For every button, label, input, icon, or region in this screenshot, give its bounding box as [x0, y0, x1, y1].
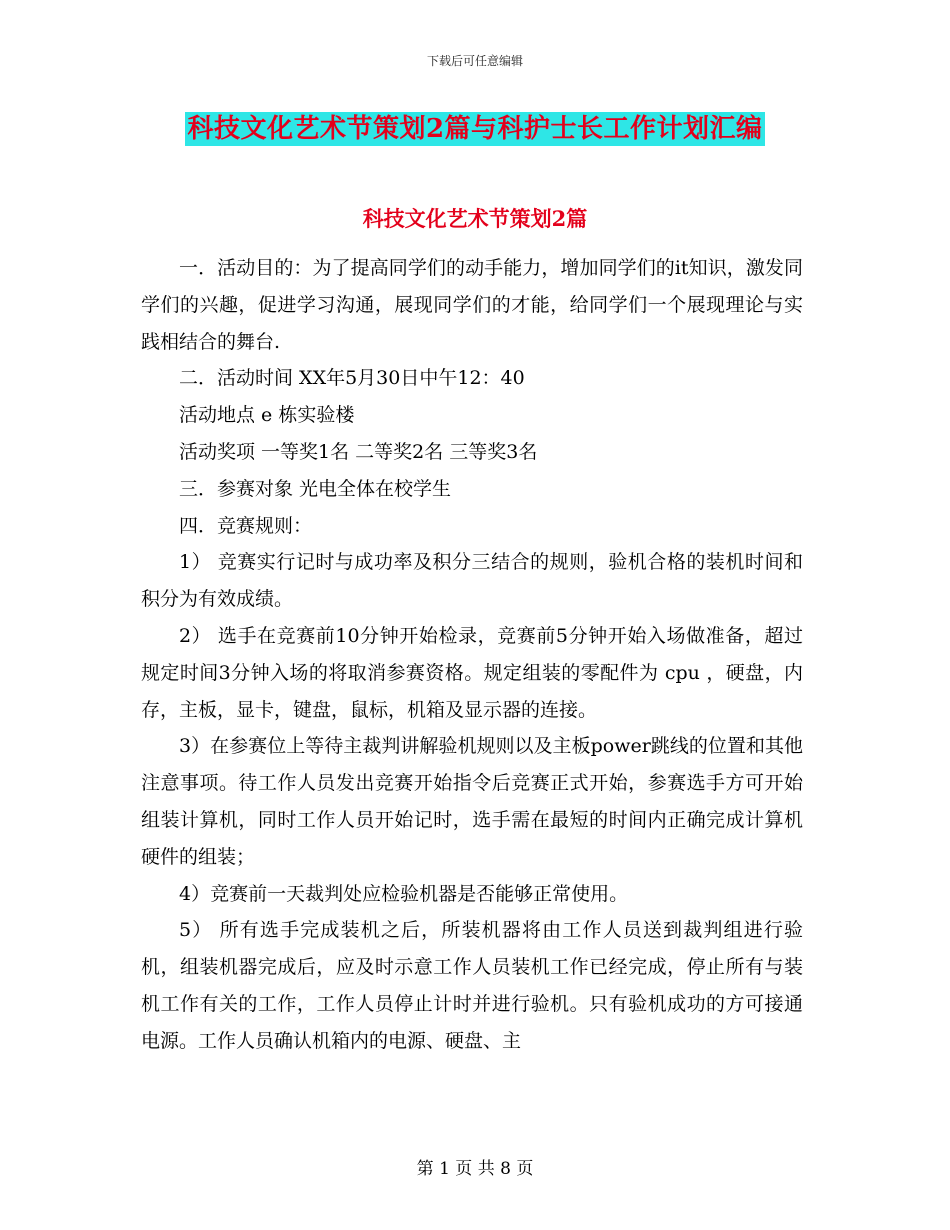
paragraph-rule-3: 3）在参赛位上等待主裁判讲解验机规则以及主板power跳线的位置和其他注意事项。待工作人员发出竞赛开始指令后竞赛正式开始，参赛选手方可开始组装计算机，同时工作人员开始记时，选手需在最短的时间内正确完成计算机硬件的组装；	[141, 735, 803, 868]
main-title: 科技文化艺术节策划2篇与科护士长工作计划汇编	[187, 114, 763, 144]
paragraph-time: 二．活动时间 XX年5月30日中午12：40	[179, 367, 525, 390]
header-note: 下载后可任意编辑	[426, 54, 523, 68]
paragraph-purpose: 一．活动目的：为了提高同学们的动手能力，增加同学们的it知识，激发同学们的兴趣，促进学习沟通，展现同学们的才能，给同学们一个展现理论与实践相结合的舞台.	[141, 257, 803, 353]
paragraph-location: 活动地点 e 栋实验楼	[179, 404, 355, 427]
paragraph-participants: 三．参赛对象 光电全体在校学生	[179, 477, 452, 500]
paragraph-awards: 活动奖项 一等奖1名 二等奖2名 三等奖3名	[179, 440, 538, 463]
paragraph-rules-heading: 四．竞赛规则：	[179, 514, 313, 537]
paragraph-rule-1: 1） 竞赛实行记时与成功率及积分三结合的规则，验机合格的装机时间和积分为有效成绩。	[141, 551, 803, 611]
paragraph-rule-4: 4）竞赛前一天裁判处应检验机器是否能够正常使用。	[179, 882, 629, 905]
paragraph-rule-5: 5） 所有选手完成装机之后，所装机器将由工作人员送到裁判组进行验机，组装机器完成后，应及时示意工作人员装机工作已经完成，停止所有与装机工作有关的工作，工作人员停止计时并进行验机。只有验机成功的方可接通电源。工作人员确认机箱内的电源、硬盘、主	[141, 919, 803, 1052]
document-body	[141, 250, 803, 1060]
sub-title: 科技文化艺术节策划2篇	[362, 206, 588, 231]
main-title-wrap	[0, 112, 950, 146]
page-footer: 第 1 页 共 8 页	[416, 1159, 534, 1179]
paragraph-rule-2: 2） 选手在竞赛前10分钟开始检录，竞赛前5分钟开始入场做准备，超过规定时间3分钟入场的将取消参赛资格。规定组装的零配件为 cpu ，硬盘，内存，主板，显卡，键盘，鼠标，机箱及显示器的连接。	[141, 624, 803, 721]
